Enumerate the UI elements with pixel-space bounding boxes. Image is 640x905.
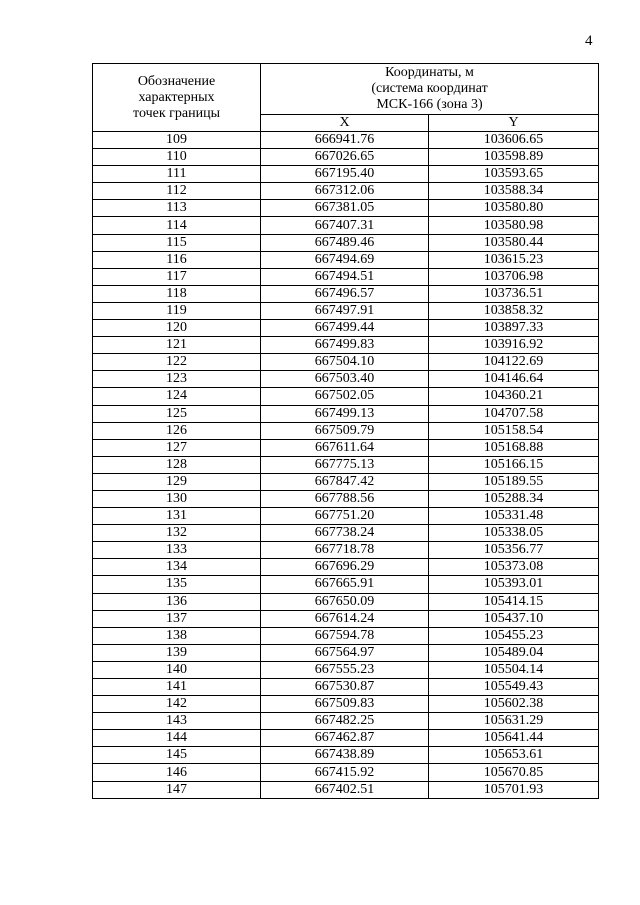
table-row (93, 132, 599, 149)
y-coordinate-cell: 104146.64 (429, 371, 599, 388)
y-coordinate-cell: 105489.04 (429, 644, 599, 661)
point-number-cell: 128 (93, 456, 261, 473)
x-coordinate-cell: 667482.25 (261, 713, 429, 730)
table-row (93, 320, 599, 337)
table-row (93, 525, 599, 542)
point-number-cell: 130 (93, 490, 261, 507)
y-coordinate-cell: 105437.10 (429, 610, 599, 627)
y-coordinate-cell: 103736.51 (429, 285, 599, 302)
table-row (93, 508, 599, 525)
point-number-cell: 116 (93, 251, 261, 268)
point-number-cell: 131 (93, 508, 261, 525)
x-coordinate-cell: 667502.05 (261, 388, 429, 405)
y-coordinate-cell: 103706.98 (429, 268, 599, 285)
x-coordinate-cell: 667665.91 (261, 576, 429, 593)
y-coordinate-cell: 105549.43 (429, 679, 599, 696)
y-coordinate-cell: 105373.08 (429, 559, 599, 576)
x-coordinate-cell: 667195.40 (261, 166, 429, 183)
x-coordinate-cell: 667499.13 (261, 405, 429, 422)
table-row (93, 730, 599, 747)
y-coordinate-cell: 103897.33 (429, 320, 599, 337)
y-coordinate-cell: 103580.98 (429, 217, 599, 234)
point-number-cell: 109 (93, 132, 261, 149)
point-number-cell: 142 (93, 696, 261, 713)
x-coordinate-cell: 667555.23 (261, 661, 429, 678)
point-number-cell: 129 (93, 473, 261, 490)
table-row (93, 627, 599, 644)
table-row (93, 439, 599, 456)
y-coordinate-cell: 103593.65 (429, 166, 599, 183)
point-number-cell: 120 (93, 320, 261, 337)
table-row (93, 542, 599, 559)
y-coordinate-cell: 105158.54 (429, 422, 599, 439)
y-coordinate-cell: 105393.01 (429, 576, 599, 593)
point-number-cell: 140 (93, 661, 261, 678)
table-row (93, 337, 599, 354)
y-coordinate-cell: 105338.05 (429, 525, 599, 542)
table-row (93, 490, 599, 507)
point-number-cell: 119 (93, 302, 261, 319)
x-coordinate-cell: 667496.57 (261, 285, 429, 302)
y-coordinate-cell: 105189.55 (429, 473, 599, 490)
point-number-cell: 138 (93, 627, 261, 644)
table-row (93, 610, 599, 627)
table-row (93, 713, 599, 730)
y-coordinate-cell: 103598.89 (429, 149, 599, 166)
x-coordinate-cell: 667611.64 (261, 439, 429, 456)
y-coordinate-cell: 104122.69 (429, 354, 599, 371)
coord-header-line: (система координат (371, 81, 488, 96)
table-row (93, 422, 599, 439)
x-coordinate-cell: 667499.44 (261, 320, 429, 337)
point-number-cell: 110 (93, 149, 261, 166)
table-row (93, 644, 599, 661)
point-number-cell: 145 (93, 747, 261, 764)
y-coordinate-cell: 105356.77 (429, 542, 599, 559)
point-designation-header (93, 64, 261, 132)
table-row (93, 234, 599, 251)
table-row (93, 405, 599, 422)
table-row (93, 183, 599, 200)
y-coordinate-cell: 103580.44 (429, 234, 599, 251)
x-coordinate-cell: 667312.06 (261, 183, 429, 200)
table-row (93, 661, 599, 678)
x-coordinate-cell: 667497.91 (261, 302, 429, 319)
x-coordinate-cell: 667499.83 (261, 337, 429, 354)
table-row (93, 217, 599, 234)
table-row (93, 747, 599, 764)
x-coordinate-cell: 667462.87 (261, 730, 429, 747)
x-coordinate-cell: 667415.92 (261, 764, 429, 781)
table-row (93, 268, 599, 285)
x-coordinate-cell: 667438.89 (261, 747, 429, 764)
y-coordinate-cell: 105288.34 (429, 490, 599, 507)
table-row (93, 764, 599, 781)
point-number-cell: 125 (93, 405, 261, 422)
y-coordinate-cell: 103916.92 (429, 337, 599, 354)
point-number-cell: 114 (93, 217, 261, 234)
point-number-cell: 146 (93, 764, 261, 781)
y-coordinate-cell: 105602.38 (429, 696, 599, 713)
table-row (93, 576, 599, 593)
coord-header-line: Координаты, м (385, 65, 474, 80)
y-coordinate-cell: 105331.48 (429, 508, 599, 525)
table-row (93, 559, 599, 576)
point-number-cell: 137 (93, 610, 261, 627)
y-coordinate-cell: 103615.23 (429, 251, 599, 268)
table-row (93, 696, 599, 713)
y-coordinate-cell: 105631.29 (429, 713, 599, 730)
y-coordinate-cell: 103580.80 (429, 200, 599, 217)
x-coordinate-cell: 667718.78 (261, 542, 429, 559)
y-coordinate-cell: 105166.15 (429, 456, 599, 473)
coordinates-table (92, 63, 599, 799)
point-number-cell: 136 (93, 593, 261, 610)
point-header-line: характерных (138, 89, 215, 105)
x-coordinate-cell: 667504.10 (261, 354, 429, 371)
y-coordinate-cell: 105168.88 (429, 439, 599, 456)
x-coordinate-cell: 667738.24 (261, 525, 429, 542)
y-coordinate-cell: 105670.85 (429, 764, 599, 781)
y-coordinate-cell: 105504.14 (429, 661, 599, 678)
point-number-cell: 134 (93, 559, 261, 576)
x-coordinate-cell: 667564.97 (261, 644, 429, 661)
x-coordinate-cell: 667509.83 (261, 696, 429, 713)
x-coordinate-cell: 667402.51 (261, 781, 429, 798)
table-row (93, 285, 599, 302)
coord-header-line: МСК-166 (зона 3) (376, 97, 483, 112)
y-coordinate-cell: 103858.32 (429, 302, 599, 319)
coordinates-header (261, 64, 599, 115)
x-coordinate-cell: 667509.79 (261, 422, 429, 439)
point-number-cell: 135 (93, 576, 261, 593)
x-coordinate-cell: 667775.13 (261, 456, 429, 473)
table-row (93, 679, 599, 696)
x-column-header: X (261, 115, 429, 132)
table-row (93, 388, 599, 405)
x-coordinate-cell: 667530.87 (261, 679, 429, 696)
point-number-cell: 132 (93, 525, 261, 542)
table-row (93, 166, 599, 183)
point-number-cell: 144 (93, 730, 261, 747)
point-number-cell: 127 (93, 439, 261, 456)
page-number: 4 (585, 33, 593, 49)
table-row (93, 593, 599, 610)
point-number-cell: 124 (93, 388, 261, 405)
table-row (93, 456, 599, 473)
point-header-line: Обозначение (137, 73, 216, 89)
x-coordinate-cell: 667751.20 (261, 508, 429, 525)
x-coordinate-cell: 667788.56 (261, 490, 429, 507)
x-coordinate-cell: 667026.65 (261, 149, 429, 166)
y-coordinate-cell: 103606.65 (429, 132, 599, 149)
point-number-cell: 126 (93, 422, 261, 439)
table-row (93, 371, 599, 388)
y-coordinate-cell: 105653.61 (429, 747, 599, 764)
point-number-cell: 118 (93, 285, 261, 302)
point-number-cell: 143 (93, 713, 261, 730)
y-coordinate-cell: 105455.23 (429, 627, 599, 644)
x-coordinate-cell: 667696.29 (261, 559, 429, 576)
x-coordinate-cell: 667594.78 (261, 627, 429, 644)
point-number-cell: 139 (93, 644, 261, 661)
x-coordinate-cell: 667381.05 (261, 200, 429, 217)
table-row (93, 200, 599, 217)
y-coordinate-cell: 105641.44 (429, 730, 599, 747)
x-coordinate-cell: 667614.24 (261, 610, 429, 627)
point-number-cell: 121 (93, 337, 261, 354)
point-header-line: точек границы (133, 105, 220, 121)
y-coordinate-cell: 103588.34 (429, 183, 599, 200)
point-number-cell: 115 (93, 234, 261, 251)
y-column-header: Y (429, 115, 599, 132)
point-number-cell: 123 (93, 371, 261, 388)
table-row (93, 354, 599, 371)
y-coordinate-cell: 105701.93 (429, 781, 599, 798)
point-number-cell: 117 (93, 268, 261, 285)
y-coordinate-cell: 104707.58 (429, 405, 599, 422)
x-coordinate-cell: 667650.09 (261, 593, 429, 610)
x-coordinate-cell: 667489.46 (261, 234, 429, 251)
y-coordinate-cell: 104360.21 (429, 388, 599, 405)
table-row (93, 251, 599, 268)
x-coordinate-cell: 666941.76 (261, 132, 429, 149)
point-number-cell: 113 (93, 200, 261, 217)
x-coordinate-cell: 667847.42 (261, 473, 429, 490)
y-coordinate-cell: 105414.15 (429, 593, 599, 610)
table-row (93, 781, 599, 798)
table-row (93, 149, 599, 166)
table-row (93, 473, 599, 490)
table-body (93, 132, 599, 799)
table-row (93, 302, 599, 319)
point-number-cell: 112 (93, 183, 261, 200)
x-coordinate-cell: 667503.40 (261, 371, 429, 388)
x-coordinate-cell: 667494.69 (261, 251, 429, 268)
x-coordinate-cell: 667494.51 (261, 268, 429, 285)
point-number-cell: 147 (93, 781, 261, 798)
point-number-cell: 111 (93, 166, 261, 183)
point-number-cell: 122 (93, 354, 261, 371)
point-number-cell: 133 (93, 542, 261, 559)
point-number-cell: 141 (93, 679, 261, 696)
x-coordinate-cell: 667407.31 (261, 217, 429, 234)
